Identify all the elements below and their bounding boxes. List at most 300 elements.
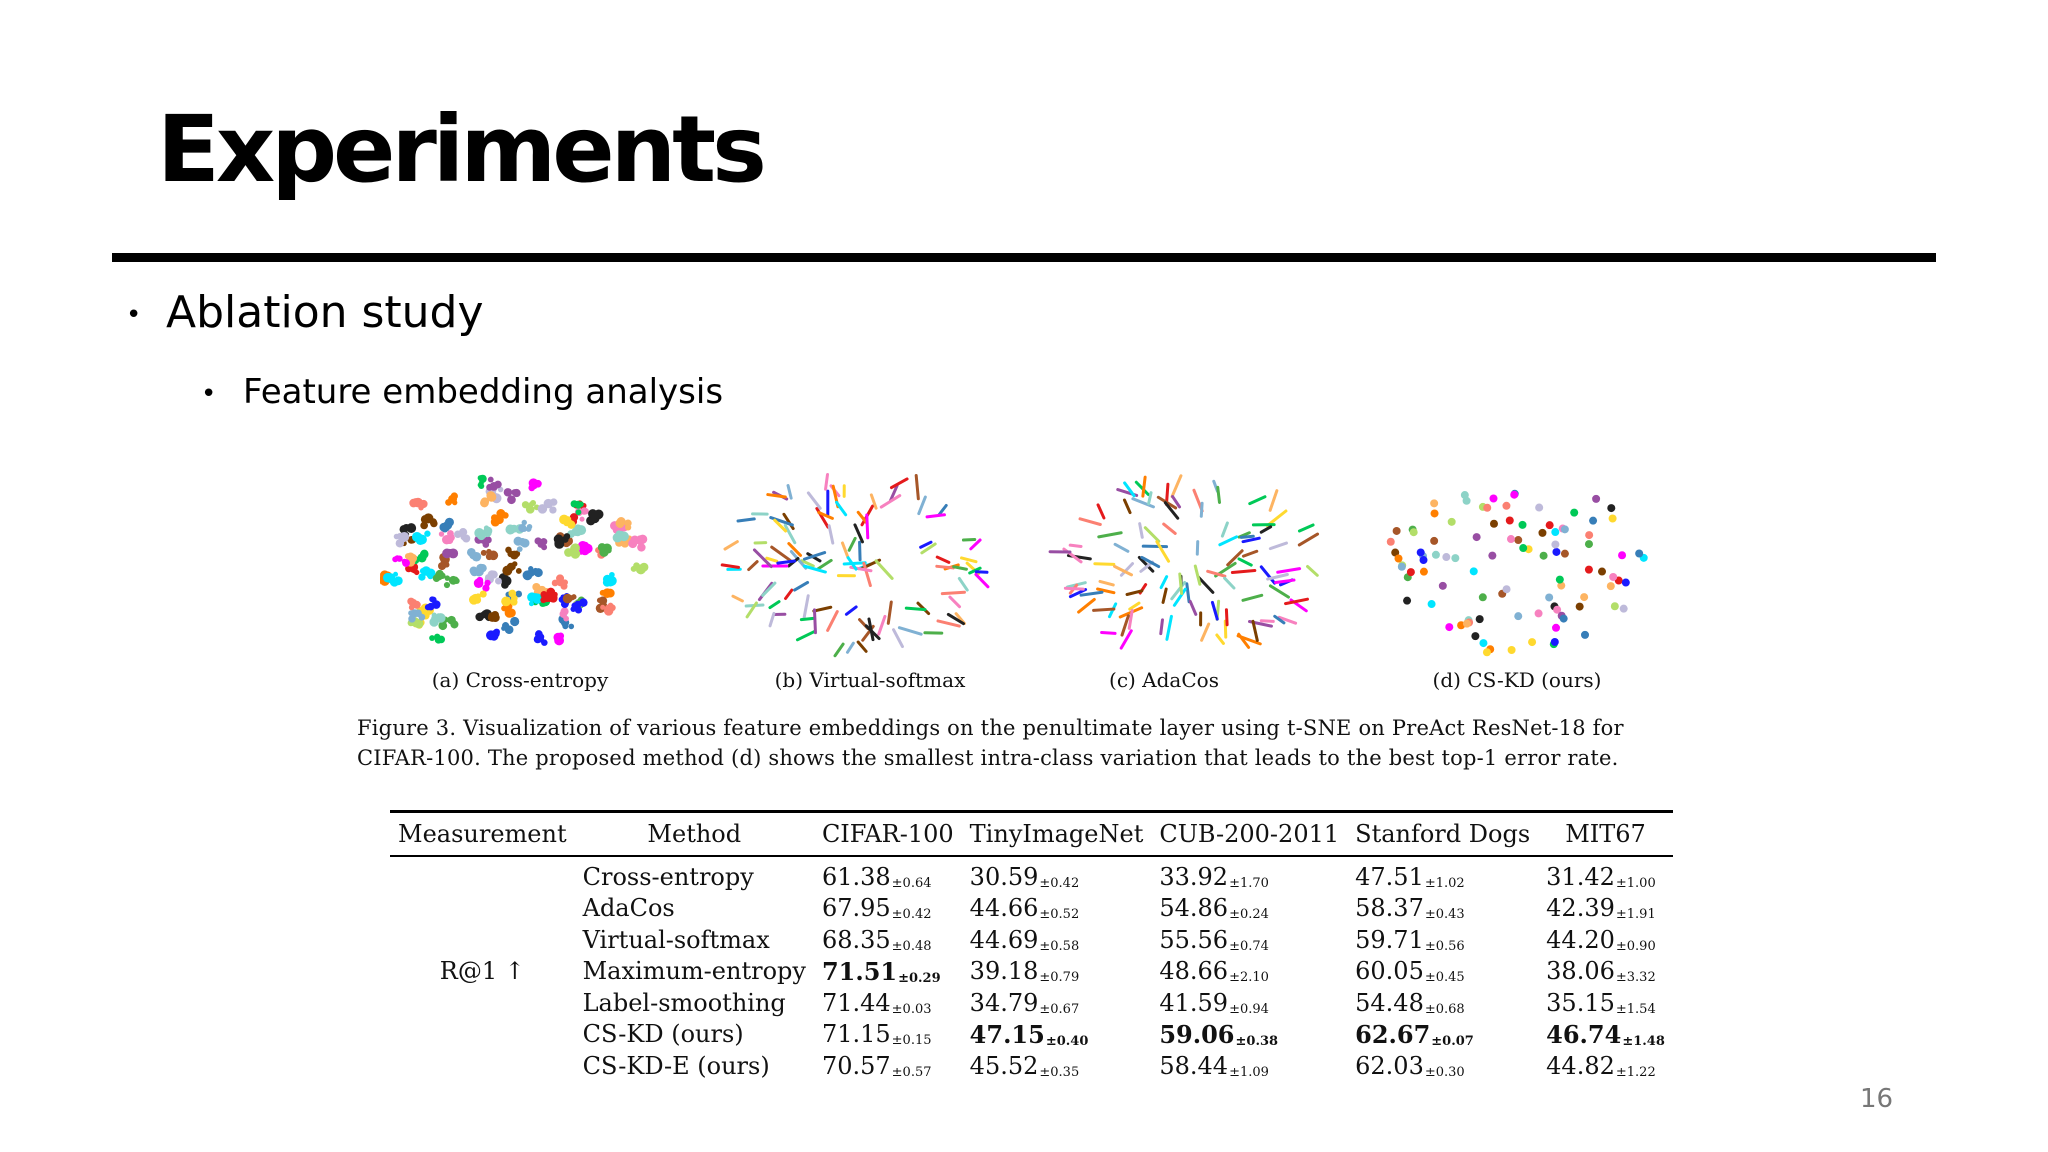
result-value: 35.15 xyxy=(1546,988,1615,1017)
embedding-streak xyxy=(768,495,786,497)
embedding-point xyxy=(1442,553,1450,561)
embedding-streak xyxy=(1220,537,1237,545)
embedding-point xyxy=(448,548,458,558)
embedding-streak xyxy=(1250,497,1265,504)
result-value: 54.86 xyxy=(1159,894,1229,923)
method-cell: Maximum-entropy xyxy=(582,957,806,986)
embedding-streak xyxy=(916,475,918,498)
result-std: ±0.56 xyxy=(1424,938,1465,954)
embedding-streak xyxy=(814,607,831,611)
embedding-streak xyxy=(860,542,861,559)
embedding-point xyxy=(444,582,450,588)
embedding-point xyxy=(1528,638,1536,646)
embedding-streak xyxy=(847,643,853,652)
result-cell xyxy=(1347,893,1538,925)
embedding-point xyxy=(1417,548,1425,556)
figure-caption: Figure 3. Visualization of various feature embeddings on the penultimate layer using t-SNE on PreAct ResNet-18 for CIFAR-100. The proposed method (d) shows the smallest intra-class variation that leads to the best top-1 error rate. xyxy=(357,716,1624,770)
result-cell xyxy=(1538,856,1673,893)
embedding-point xyxy=(436,613,446,623)
result-value: 61.38 xyxy=(821,862,891,891)
embedding-point xyxy=(1473,533,1481,541)
results-table xyxy=(390,810,1665,1082)
panel-label-a: (a) Cross-entropy xyxy=(431,668,609,692)
result-cell xyxy=(1151,987,1347,1019)
result-value: 41.59 xyxy=(1159,988,1229,1017)
result-value: 60.05 xyxy=(1355,957,1424,986)
result-std: ±1.91 xyxy=(1615,907,1656,923)
result-cell xyxy=(1538,893,1673,925)
embedding-point xyxy=(1439,582,1447,590)
embedding-streak xyxy=(1261,527,1270,532)
table-row xyxy=(390,987,1673,1019)
embedding-streak xyxy=(1308,566,1318,575)
embedding-point xyxy=(1479,593,1487,601)
result-value: 62.03 xyxy=(1355,1051,1424,1080)
embedding-point xyxy=(1476,615,1484,623)
header-cub: CUB-200-2011 xyxy=(1151,812,1347,857)
result-value: 55.56 xyxy=(1159,925,1229,954)
embedding-streak xyxy=(1145,528,1158,542)
embedding-point xyxy=(527,569,535,577)
result-std: ±1.54 xyxy=(1615,1001,1656,1017)
embedding-streak xyxy=(1180,574,1182,593)
embedding-point xyxy=(402,559,410,567)
result-std: ±0.40 xyxy=(1045,1033,1089,1049)
embedding-point xyxy=(1393,527,1401,535)
embedding-streak xyxy=(1299,525,1313,531)
embedding-point xyxy=(1420,556,1428,564)
embedding-point xyxy=(511,489,518,496)
embedding-streak xyxy=(1270,586,1288,597)
embedding-point xyxy=(1489,494,1497,502)
embedding-streak xyxy=(1098,505,1104,518)
embedding-streak xyxy=(786,590,792,598)
result-value: 71.51 xyxy=(821,956,898,986)
embedding-point xyxy=(1448,518,1456,526)
embedding-streak xyxy=(888,602,891,623)
embedding-point xyxy=(562,579,568,585)
result-std: ±0.03 xyxy=(891,1001,932,1017)
result-value: 44.20 xyxy=(1546,925,1615,954)
embedding-point xyxy=(1540,552,1548,560)
embedding-point xyxy=(484,580,490,586)
embedding-point xyxy=(567,521,575,529)
embedding-streak xyxy=(1095,564,1114,565)
embedding-point xyxy=(544,499,553,508)
embedding-point xyxy=(480,499,489,508)
result-value: 54.48 xyxy=(1355,988,1424,1017)
embedding-point xyxy=(533,595,542,604)
embedding-streak xyxy=(1239,634,1249,647)
result-cell xyxy=(1538,956,1673,988)
embedding-point xyxy=(487,492,497,502)
embedding-point xyxy=(605,548,611,554)
embedding-point xyxy=(640,563,649,572)
embedding-point xyxy=(1490,520,1498,528)
embedding-point xyxy=(1552,624,1560,632)
embedding-point xyxy=(505,547,511,553)
method-cell: AdaCos xyxy=(582,894,675,923)
result-value: 70.57 xyxy=(821,1051,891,1080)
result-std: ±1.70 xyxy=(1229,875,1269,891)
embedding-point xyxy=(414,609,422,617)
table-row xyxy=(390,924,1673,956)
embedding-point xyxy=(449,576,458,585)
embedding-point xyxy=(579,517,584,522)
embedding-point xyxy=(408,610,414,616)
embedding-streak xyxy=(795,582,808,590)
embedding-point xyxy=(462,534,470,542)
embedding-point xyxy=(1451,554,1459,562)
bullet-1-text: Ablation study xyxy=(166,287,484,338)
result-value: 58.44 xyxy=(1159,1051,1229,1080)
embedding-point xyxy=(1463,620,1471,628)
embedding-point xyxy=(513,552,519,558)
embedding-point xyxy=(1519,521,1527,529)
embedding-point xyxy=(1410,528,1418,536)
embedding-streak xyxy=(959,578,967,590)
embedding-streak xyxy=(722,565,738,567)
embedding-streak xyxy=(849,538,855,550)
embedding-point xyxy=(1585,566,1593,574)
embedding-streak xyxy=(749,562,757,570)
embedding-point xyxy=(604,606,614,616)
result-cell xyxy=(814,856,962,893)
embedding-streak xyxy=(770,602,779,608)
embedding-point xyxy=(510,598,517,605)
result-std: ±0.57 xyxy=(891,1064,932,1080)
embedding-point xyxy=(420,568,426,574)
embedding-point xyxy=(638,535,647,544)
embedding-point xyxy=(1589,517,1597,525)
embedding-point xyxy=(432,613,437,618)
result-value: 38.06 xyxy=(1546,957,1615,986)
embedding-point xyxy=(529,478,539,488)
embedding-point xyxy=(491,518,500,527)
embedding-point xyxy=(561,612,567,618)
method-cell: Virtual-softmax xyxy=(582,925,770,954)
embedding-point xyxy=(1622,579,1630,587)
embedding-point xyxy=(416,536,425,545)
embedding-point xyxy=(1430,499,1438,507)
result-cell xyxy=(1151,893,1347,925)
embedding-streak xyxy=(1261,621,1273,622)
embedding-point xyxy=(1535,609,1543,617)
embedding-streak xyxy=(1222,523,1227,536)
result-value: 34.79 xyxy=(969,988,1039,1017)
tsne-panel-c xyxy=(1050,476,1317,648)
embedding-streak xyxy=(1201,503,1202,516)
embedding-point xyxy=(1483,504,1491,512)
embedding-point xyxy=(540,597,546,603)
embedding-point xyxy=(1611,602,1619,610)
embedding-point xyxy=(420,522,428,530)
embedding-streak xyxy=(1190,601,1196,614)
embedding-point xyxy=(1508,646,1516,654)
measurement-cell: R@1 ↑ xyxy=(439,957,525,986)
embedding-streak xyxy=(844,563,865,564)
embedding-point xyxy=(568,624,574,630)
result-std: ±0.07 xyxy=(1431,1033,1474,1049)
header-tinyimagenet: TinyImageNet xyxy=(962,812,1152,857)
result-value: 44.66 xyxy=(969,894,1039,923)
embedding-point xyxy=(1407,568,1415,576)
embedding-point xyxy=(504,488,512,496)
embedding-point xyxy=(548,593,558,603)
embedding-point xyxy=(1585,531,1593,539)
result-std: ±3.32 xyxy=(1615,970,1656,986)
result-cell xyxy=(962,893,1152,925)
embedding-streak xyxy=(846,607,856,614)
result-cell xyxy=(814,1050,962,1082)
tsne-panel-b xyxy=(722,475,988,656)
result-cell xyxy=(814,987,962,1019)
result-std: ±0.15 xyxy=(891,1033,932,1049)
embedding-point xyxy=(597,598,603,604)
embedding-streak xyxy=(1187,584,1189,602)
embedding-point xyxy=(1576,603,1584,611)
embedding-point xyxy=(1387,538,1395,546)
embedding-streak xyxy=(772,547,791,560)
embedding-streak xyxy=(1094,609,1114,610)
embedding-point xyxy=(502,512,509,519)
embedding-streak xyxy=(835,644,843,656)
embedding-point xyxy=(1431,509,1439,517)
embedding-point xyxy=(430,597,436,603)
embedding-streak xyxy=(1115,544,1128,551)
embedding-streak xyxy=(1100,581,1113,585)
embedding-point xyxy=(1507,535,1515,543)
embedding-point xyxy=(383,573,393,583)
page-number: 16 xyxy=(1860,1084,1894,1114)
embedding-streak xyxy=(733,596,742,601)
table-row xyxy=(390,893,1673,925)
result-cell xyxy=(962,924,1152,956)
embedding-point xyxy=(1398,563,1406,571)
embedding-point xyxy=(1552,548,1560,556)
embedding-point xyxy=(570,549,580,559)
embedding-point xyxy=(1609,573,1617,581)
embedding-streak xyxy=(1099,533,1121,537)
embedding-point xyxy=(1519,544,1527,552)
embedding-point xyxy=(1514,612,1522,620)
embedding-point xyxy=(1607,504,1615,512)
embedding-point xyxy=(583,544,593,554)
result-std: ±0.68 xyxy=(1424,1001,1465,1017)
embedding-streak xyxy=(937,557,949,562)
result-cell xyxy=(814,893,962,925)
embedding-point xyxy=(413,498,419,504)
result-std: ±1.48 xyxy=(1622,1033,1665,1049)
result-std: ±0.35 xyxy=(1039,1064,1080,1080)
embedding-streak xyxy=(919,497,926,514)
embedding-point xyxy=(469,552,475,558)
embedding-streak xyxy=(876,561,892,579)
result-cell xyxy=(1347,1050,1538,1082)
embedding-streak xyxy=(738,519,754,521)
table-row xyxy=(390,1019,1673,1051)
embedding-point xyxy=(1551,638,1559,646)
embedding-point xyxy=(520,539,529,548)
embedding-point xyxy=(605,577,615,587)
embedding-point xyxy=(477,532,485,540)
embedding-streak xyxy=(808,493,820,508)
embedding-streak xyxy=(767,558,777,561)
result-value: 42.39 xyxy=(1546,894,1615,923)
slide-title: Experiments xyxy=(157,96,763,203)
embedding-streak xyxy=(1140,524,1143,538)
header-mit67: MIT67 xyxy=(1538,812,1673,857)
embedding-streak xyxy=(962,558,976,562)
embedding-point xyxy=(507,495,516,504)
embedding-streak xyxy=(1243,551,1256,556)
embedding-point xyxy=(1570,509,1578,517)
result-cell xyxy=(814,1019,962,1051)
embedding-streak xyxy=(826,475,828,490)
embedding-point xyxy=(564,533,571,540)
result-std: ±0.79 xyxy=(1039,970,1080,986)
tsne-panel-a xyxy=(380,475,648,646)
embedding-point xyxy=(1430,537,1438,545)
embedding-streak xyxy=(1261,567,1274,583)
embedding-streak xyxy=(906,608,925,609)
header-stanford-dogs: Stanford Dogs xyxy=(1347,812,1538,857)
embedding-point xyxy=(578,501,584,507)
embedding-streak xyxy=(797,631,815,640)
embedding-streak xyxy=(1202,624,1209,640)
embedding-point xyxy=(450,620,458,628)
result-cell xyxy=(962,1050,1152,1082)
embedding-point xyxy=(1538,529,1546,537)
embedding-point xyxy=(532,583,540,591)
bullet-dot-icon: • xyxy=(126,300,142,330)
embedding-point xyxy=(1510,491,1518,499)
embedding-point xyxy=(1551,528,1559,536)
embedding-point xyxy=(490,571,498,579)
embedding-streak xyxy=(1172,476,1181,497)
embedding-point xyxy=(508,590,516,598)
embedding-streak xyxy=(1065,588,1083,589)
result-std: ±0.30 xyxy=(1424,1064,1465,1080)
embedding-streak xyxy=(1278,569,1300,573)
result-cell xyxy=(962,987,1152,1019)
embedding-streak xyxy=(1070,545,1081,546)
embedding-point xyxy=(522,527,527,532)
result-cell xyxy=(1347,956,1538,988)
result-cell xyxy=(962,856,1152,893)
embedding-point xyxy=(486,553,493,560)
result-std: ±0.52 xyxy=(1039,907,1080,923)
embedding-point xyxy=(454,531,462,539)
embedding-point xyxy=(476,577,483,584)
embedding-streak xyxy=(1270,491,1277,511)
embedding-streak xyxy=(770,613,774,625)
embedding-point xyxy=(1483,648,1491,656)
embedding-point xyxy=(476,564,485,573)
result-value: 71.44 xyxy=(821,988,891,1017)
embedding-streak xyxy=(963,539,974,540)
embedding-streak xyxy=(1243,538,1259,541)
table-row xyxy=(390,856,1673,893)
result-value: 59.71 xyxy=(1355,925,1424,954)
embedding-streak xyxy=(950,597,960,607)
embedding-point xyxy=(1394,555,1402,563)
embedding-streak xyxy=(1243,595,1262,600)
embedding-streak xyxy=(814,610,815,633)
result-cell xyxy=(1538,987,1673,1019)
method-cell: Label-smoothing xyxy=(582,988,786,1017)
embedding-streak xyxy=(1122,616,1128,635)
result-std: ±0.24 xyxy=(1229,907,1269,923)
embedding-streak xyxy=(829,526,833,543)
embedding-point xyxy=(576,509,582,515)
embedding-streak xyxy=(1102,633,1115,634)
result-cell xyxy=(1347,856,1538,893)
result-std: ±0.43 xyxy=(1424,907,1465,923)
embedding-point xyxy=(1560,615,1568,623)
embedding-point xyxy=(1635,550,1643,558)
embedding-streak xyxy=(778,561,795,563)
embedding-point xyxy=(1618,551,1626,559)
embedding-point xyxy=(1503,585,1511,593)
embedding-point xyxy=(429,635,435,641)
embedding-streak xyxy=(1225,578,1234,588)
embedding-streak xyxy=(937,566,953,568)
embedding-point xyxy=(631,566,637,572)
table-header-row xyxy=(390,812,1673,857)
embedding-point xyxy=(1535,504,1543,512)
embedding-streak xyxy=(801,618,814,619)
result-value: 46.74 xyxy=(1546,1019,1622,1049)
embedding-streak xyxy=(1124,500,1130,513)
embedding-streak xyxy=(837,502,846,514)
embedding-point xyxy=(435,636,442,643)
embedding-streak xyxy=(1217,635,1224,643)
embedding-point xyxy=(392,556,398,562)
result-std: ±0.64 xyxy=(891,875,932,891)
embedding-point xyxy=(1609,514,1617,522)
result-std: ±0.29 xyxy=(898,970,941,986)
embedding-streak xyxy=(894,630,903,647)
result-value: 45.52 xyxy=(969,1051,1039,1080)
result-cell xyxy=(1347,987,1538,1019)
embedding-streak xyxy=(1232,571,1254,573)
embedding-point xyxy=(491,613,500,622)
embedding-streak xyxy=(942,592,964,593)
embedding-point xyxy=(1463,497,1471,505)
result-cell xyxy=(1538,1050,1673,1082)
embedding-streak xyxy=(1161,577,1166,588)
header-measurement: Measurement xyxy=(390,812,575,857)
result-std: ±0.45 xyxy=(1424,970,1465,986)
embedding-point xyxy=(505,524,515,534)
embedding-streak xyxy=(1167,616,1172,639)
title-divider xyxy=(112,253,1936,262)
embedding-point xyxy=(600,590,606,596)
embedding-point xyxy=(393,572,398,577)
embedding-point xyxy=(448,495,457,504)
embedding-point xyxy=(534,537,541,544)
result-value: 31.42 xyxy=(1546,862,1615,891)
result-std: ±0.42 xyxy=(891,907,932,923)
embedding-point xyxy=(409,601,416,608)
bullet-dot-icon: • xyxy=(201,378,217,409)
embedding-point xyxy=(575,606,582,613)
embedding-streak xyxy=(858,642,866,651)
header-cifar100: CIFAR-100 xyxy=(814,812,962,857)
result-value: 47.51 xyxy=(1355,862,1424,891)
embedding-point xyxy=(522,501,529,508)
